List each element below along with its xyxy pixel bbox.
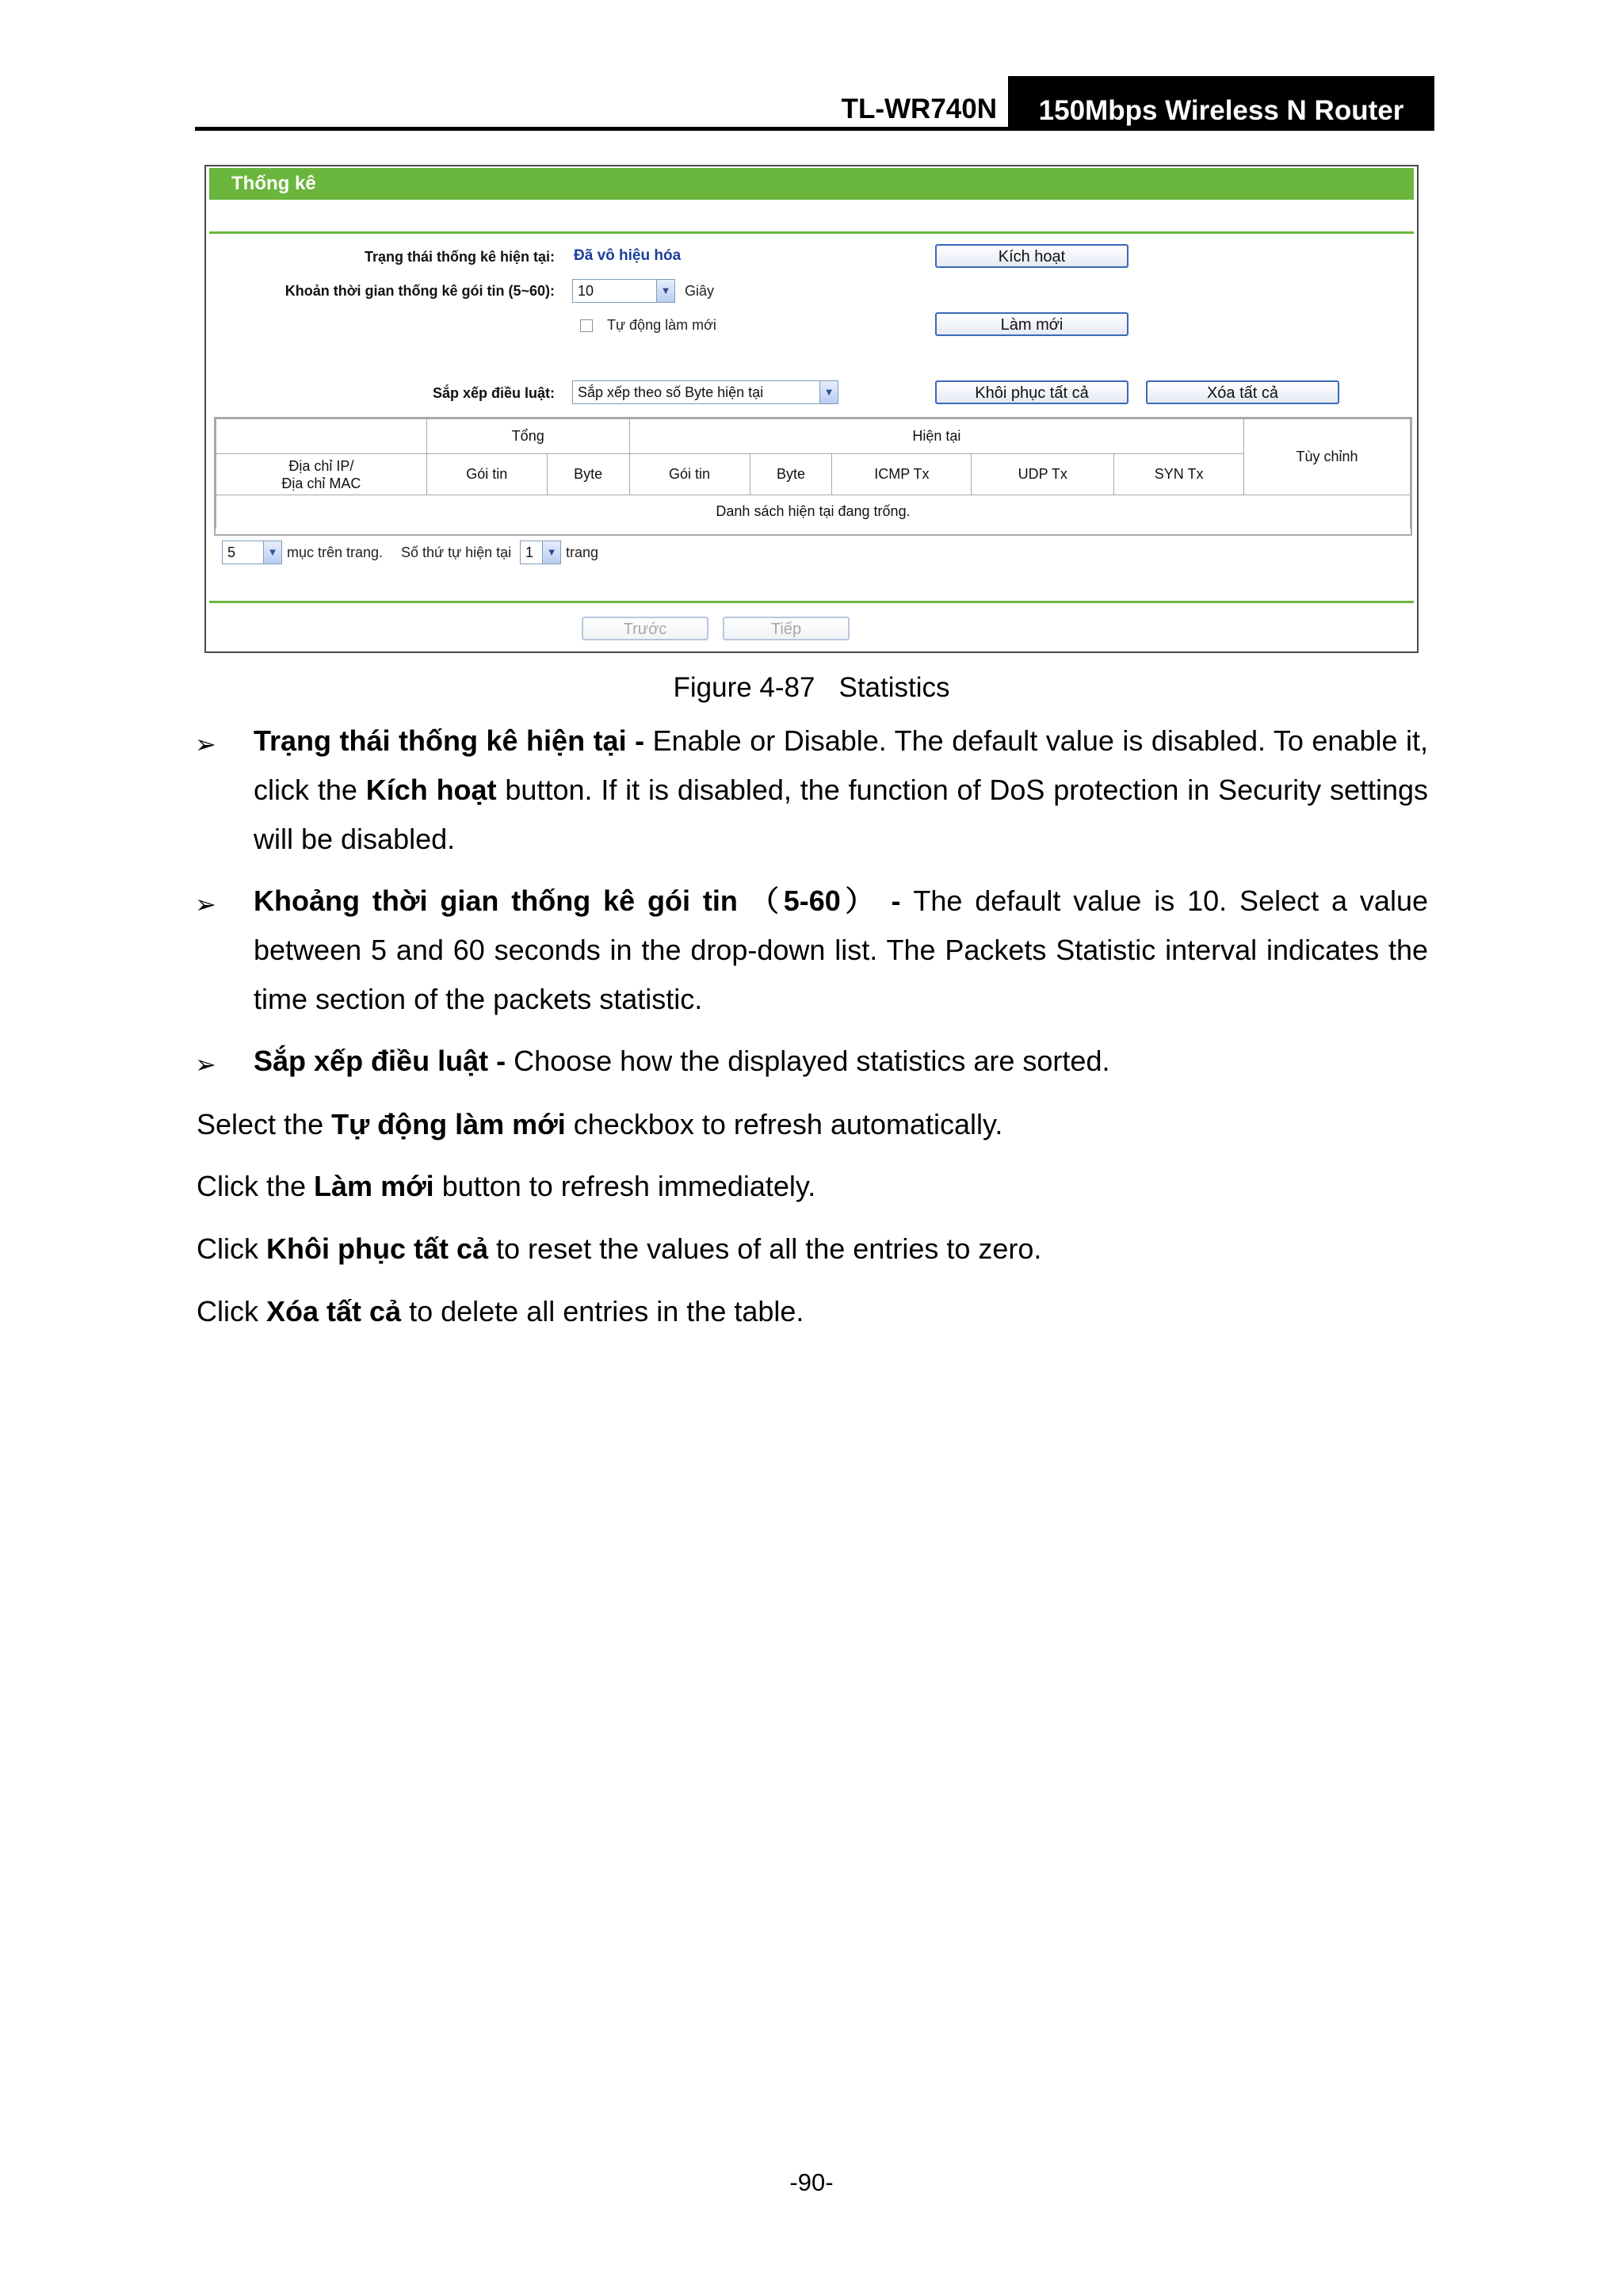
instruction-refresh: [197, 1162, 1433, 1211]
statistics-title: Thống kê: [209, 168, 1414, 200]
total-packets-header: Gói tin: [426, 454, 547, 495]
syn-tx-header: SYN Tx: [1114, 454, 1244, 495]
current-bytes-header: Byte: [750, 454, 832, 495]
instruction-reset-all: [197, 1224, 1433, 1274]
instruction-text: to delete all entries in the table.: [401, 1295, 804, 1328]
chevron-down-icon: ▼: [263, 541, 281, 563]
total-group-header: Tổng: [426, 419, 629, 454]
figure-caption: [0, 672, 1623, 704]
current-group-header: Hiện tại: [629, 419, 1243, 454]
status-label: Trạng thái thống kê hiện tại:: [364, 249, 555, 265]
page-number-label: Số thứ tự hiện tại: [401, 544, 512, 560]
interval-select[interactable]: [572, 279, 675, 303]
status-value: Đã vô hiệu hóa: [574, 247, 682, 264]
bullet-interval: [254, 877, 1428, 1024]
chevron-down-icon: ▼: [819, 381, 838, 403]
ip-mac-header-spacer: [216, 419, 427, 454]
bullet-text: The default value is 10. Select a value between 5 and 60 seconds in the drop-down list. The Packets Statistic interval indicates the time section of the packets statistic.: [254, 884, 1428, 1015]
bullet-text: Choose how the displayed statistics are sorted.: [506, 1045, 1110, 1077]
page-number-value: 1: [525, 544, 534, 560]
modify-header: Tùy chỉnh: [1244, 419, 1411, 495]
interval-label: Khoản thời gian thống kê gói tin (5~60):: [285, 283, 555, 299]
bullet-sort: [254, 1037, 1428, 1086]
bullet-term: Khoảng thời gian thống kê gói tin （5-60） -: [254, 884, 901, 917]
current-packets-header: Gói tin: [629, 454, 750, 495]
instruction-text: to reset the values of all the entries to zero.: [488, 1232, 1042, 1265]
delete-all-button[interactable]: Xóa tất cả: [1146, 380, 1339, 404]
bullet-arrow-icon: ➢: [195, 890, 216, 919]
instruction-delete-all: [197, 1287, 1433, 1336]
sort-label: Sắp xếp điều luật:: [432, 385, 555, 401]
chevron-down-icon: ▼: [542, 541, 560, 563]
total-bytes-header: Byte: [547, 454, 629, 495]
ip-mac-header: Địa chỉ IP/ Địa chỉ MAC: [216, 454, 427, 495]
bullet-text: Enable or Disable. The default value is disabled. To enable it, click the: [254, 724, 1428, 806]
bullet-term: Trạng thái thống kê hiện tại -: [254, 724, 645, 757]
divider: [209, 231, 1414, 234]
instruction-text: Click: [197, 1295, 266, 1328]
per-page-label: mục trên trang.: [287, 544, 384, 560]
instruction-strong: Làm mới: [314, 1170, 434, 1202]
enable-button[interactable]: Kích hoạt: [935, 244, 1128, 268]
refresh-button[interactable]: Làm mới: [935, 312, 1128, 336]
figure-number: Figure 4-87: [673, 672, 815, 703]
udp-tx-header: UDP Tx: [972, 454, 1114, 495]
bullet-text: button. If it is disabled, the function of DoS protection in Security settings will be disabled.: [254, 774, 1429, 855]
per-page-value: 5: [227, 544, 236, 560]
next-button[interactable]: Tiếp: [723, 617, 850, 640]
page-number: -90-: [789, 2168, 834, 2196]
instruction-strong: Xóa tất cả: [266, 1295, 402, 1328]
prev-button[interactable]: Trước: [582, 617, 708, 640]
sort-select[interactable]: [572, 380, 838, 404]
instruction-text: Click the: [197, 1170, 315, 1202]
instruction-text: button to refresh immediately.: [433, 1170, 816, 1202]
header-model: TL-WR740N: [841, 94, 997, 124]
instruction-text: Click: [197, 1232, 266, 1265]
page-number-select[interactable]: [520, 541, 561, 564]
page-suffix: trang: [566, 544, 599, 560]
bullet-status: [254, 716, 1428, 864]
bullet-arrow-icon: ➢: [195, 1050, 216, 1079]
auto-refresh-label: Tự động làm mới: [607, 317, 716, 333]
bullet-arrow-icon: ➢: [195, 730, 216, 758]
empty-list-message: Danh sách hiện tại đang trống.: [216, 495, 1411, 529]
stats-table: [216, 418, 1411, 529]
divider: [209, 601, 1414, 603]
interval-unit: Giây: [685, 283, 715, 299]
statistics-screenshot: [204, 165, 1419, 653]
instruction-auto-refresh: [197, 1100, 1433, 1149]
reset-all-button[interactable]: Khôi phục tất cả: [935, 380, 1128, 404]
auto-refresh-checkbox[interactable]: [580, 319, 593, 332]
header-product: 150Mbps Wireless N Router: [1008, 76, 1434, 130]
bullet-strong: Kích hoạt: [365, 774, 497, 806]
instruction-strong: Tự động làm mới: [331, 1108, 566, 1140]
per-page-select[interactable]: [222, 541, 282, 564]
figure-title: Statistics: [838, 672, 950, 703]
header-rule: [195, 127, 1434, 131]
instruction-text: Select the: [197, 1108, 332, 1140]
instruction-strong: Khôi phục tất cả: [266, 1232, 489, 1265]
interval-value: 10: [578, 283, 594, 299]
icmp-tx-header: ICMP Tx: [832, 454, 972, 495]
chevron-down-icon: ▼: [656, 280, 674, 302]
bullet-term: Sắp xếp điều luật -: [254, 1045, 506, 1077]
sort-value: Sắp xếp theo số Byte hiện tại: [578, 384, 764, 400]
instruction-text: checkbox to refresh automatically.: [565, 1108, 1003, 1140]
